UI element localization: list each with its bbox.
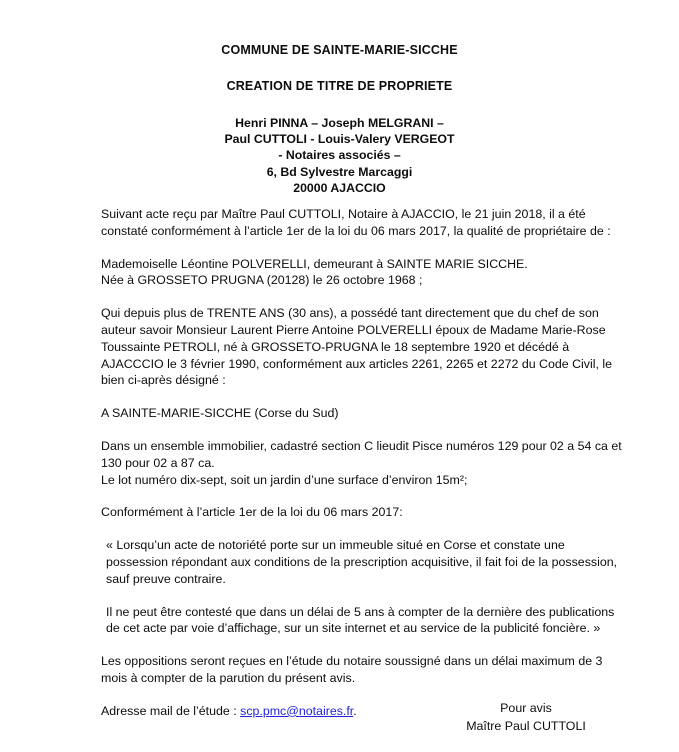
cadastre-lot-line: Le lot numéro dix-sept, soit un jardin d’une surface d’environ 15m²; (101, 472, 468, 487)
notary-address-street: 6, Bd Sylvestre Marcaggi (266, 164, 413, 179)
notary-line-2: Paul CUTTOLI - Louis-Valery VERGEOT (224, 132, 455, 147)
paragraph-cadastre (101, 438, 622, 488)
signature-pour-avis: Pour avis (500, 701, 552, 715)
paragraph-quote-second: Il ne peut être contesté que dans un délai de 5 ans à compter de la dernière des publications de cet acte par voie d’affichage, sur un site internet et au service de la publicité foncière. » (106, 604, 615, 636)
cadastre-parcels-line: Dans un ensemble immobilier, cadastré section C lieudit Pisce numéros 129 pour 02 a 54 ca et 130 pour 02 a 87 ca. (101, 438, 622, 470)
document-subject-title: CREATION DE TITRE DE PROPRIETE (226, 79, 453, 93)
signature-block (396, 700, 656, 735)
paragraph-quote-first: « Lorsqu’un acte de notoriété porte sur un immeuble situé en Corse et constate une possession répondant aux conditions de la prescription acquisitive, il fait foi de la possession, sauf preuve contraire. (106, 538, 618, 586)
signature-notary-name: Maître Paul CUTTOLI (466, 718, 586, 733)
paragraph-article-reference: Conformément à l’article 1er de la loi du 06 mars 2017: (101, 505, 403, 520)
document-heading (0, 0, 679, 196)
notary-office-block (0, 115, 679, 196)
notary-address-city: 20000 AJACCIO (293, 180, 386, 195)
proprietaire-name-line: Mademoiselle Léontine POLVERELLI, demeurant à SAINTE MARIE SICCHE. (101, 256, 528, 271)
document-body (101, 206, 622, 720)
email-period: . (353, 703, 357, 718)
paragraph-possession: Qui depuis plus de TRENTE ANS (30 ans), a possédé tant directement que du chef de son auteur savoir Monsieur Laurent Pierre Antoine POLVERELLI époux de Madame Marie-Rose Toussainte PETROLI, né à GROSSETO-PRUGNA le 18 septembre 1920 et décédé à AJACCCIO le 3 février 1990, conformément aux articles 2261, 2265 et 2272 du Code Civil, le bien ci-après désigné : (101, 306, 613, 388)
paragraph-location: A SAINTE-MARIE-SICCHE (Corse du Sud) (101, 406, 339, 421)
paragraph-acte-recu: Suivant acte reçu par Maître Paul CUTTOLI, Notaire à AJACCIO, le 21 juin 2018, il a été constaté conformément à l’article 1er de la loi du 06 mars 2017, la qualité de propriétaire de : (101, 207, 611, 238)
email-label: Adresse mail de l’étude : (101, 703, 241, 718)
page-title: COMMUNE DE SAINTE-MARIE-SICCHE (221, 43, 458, 57)
email-link[interactable]: scp.pmc@notaires.fr (240, 703, 354, 718)
paragraph-proprietaire (101, 256, 622, 290)
proprietaire-birth-line: Née à GROSSETO PRUGNA (20128) le 26 octobre 1968 ; (101, 273, 423, 288)
notary-line-1: Henri PINNA – Joseph MELGRANI – (235, 116, 444, 130)
paragraph-oppositions: Les oppositions seront reçues en l’étude du notaire soussigné dans un délai maximum de 3 mois à compter de la parution du présent avis. (101, 654, 603, 685)
notary-line-3: - Notaires associés – (278, 148, 401, 163)
